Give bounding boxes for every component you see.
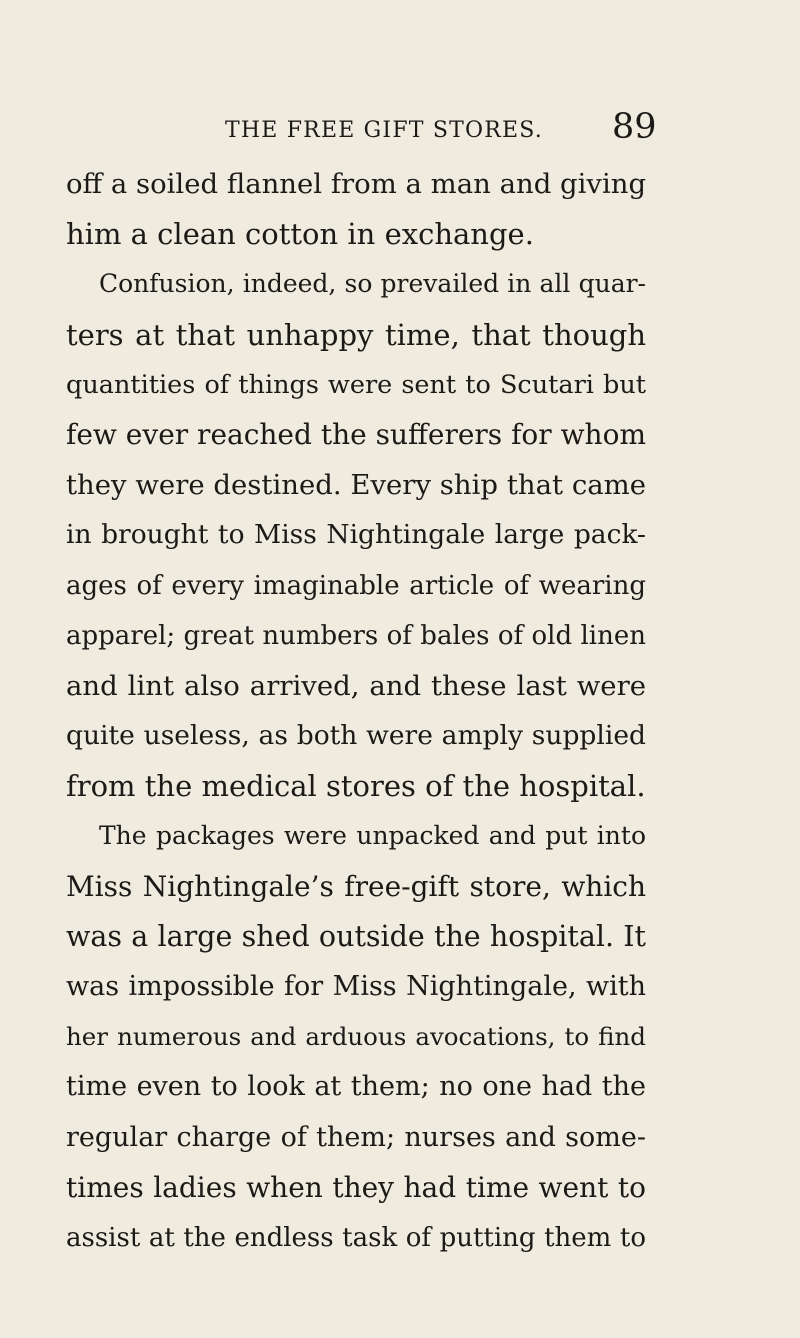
- running-head: THE FREE GIFT STORES.: [225, 118, 543, 143]
- body-text: [66, 159, 646, 1263]
- text-line: Confusion, indeed, so prevailed in all quar-: [99, 269, 646, 299]
- text-line: apparel; great numbers of bales of old linen: [66, 620, 646, 651]
- text-line: was impossible for Miss Nightingale, with: [66, 971, 646, 1002]
- text-line: was a large shed outside the hospital. It: [66, 919, 646, 953]
- text-line: and lint also arrived, and these last were: [66, 669, 646, 702]
- text-line: him a clean cotton in exchange.: [66, 217, 534, 252]
- text-line: her numerous and arduous avocations, to find: [66, 1022, 646, 1052]
- text-line: times ladies when they had time went to: [66, 1170, 646, 1204]
- text-line: quite useless, as both were amply supplied: [66, 720, 646, 752]
- text-line: ters at that unhappy time, that though: [66, 317, 646, 352]
- text-line: time even to look at them; no one had the: [66, 1071, 646, 1103]
- text-line: quantities of things were sent to Scutari but: [66, 369, 646, 400]
- text-line: off a soiled flannel from a man and giving: [66, 168, 647, 200]
- text-line: assist at the endless task of putting them to: [66, 1222, 646, 1253]
- text-line: regular charge of them; nurses and some-: [66, 1121, 646, 1153]
- page-number: 89: [612, 107, 657, 147]
- text-line: in brought to Miss Nightingale large pack-: [66, 519, 646, 551]
- text-line: ages of every imaginable article of wearing: [66, 570, 646, 601]
- text-line: they were destined. Every ship that came: [66, 469, 646, 502]
- text-line: few ever reached the sufferers for whom: [66, 417, 646, 451]
- text-line: The packages were unpacked and put into: [99, 821, 646, 851]
- text-line: from the medical stores of the hospital.: [66, 769, 646, 804]
- text-line: Miss Nightingale’s free-gift store, which: [66, 869, 646, 903]
